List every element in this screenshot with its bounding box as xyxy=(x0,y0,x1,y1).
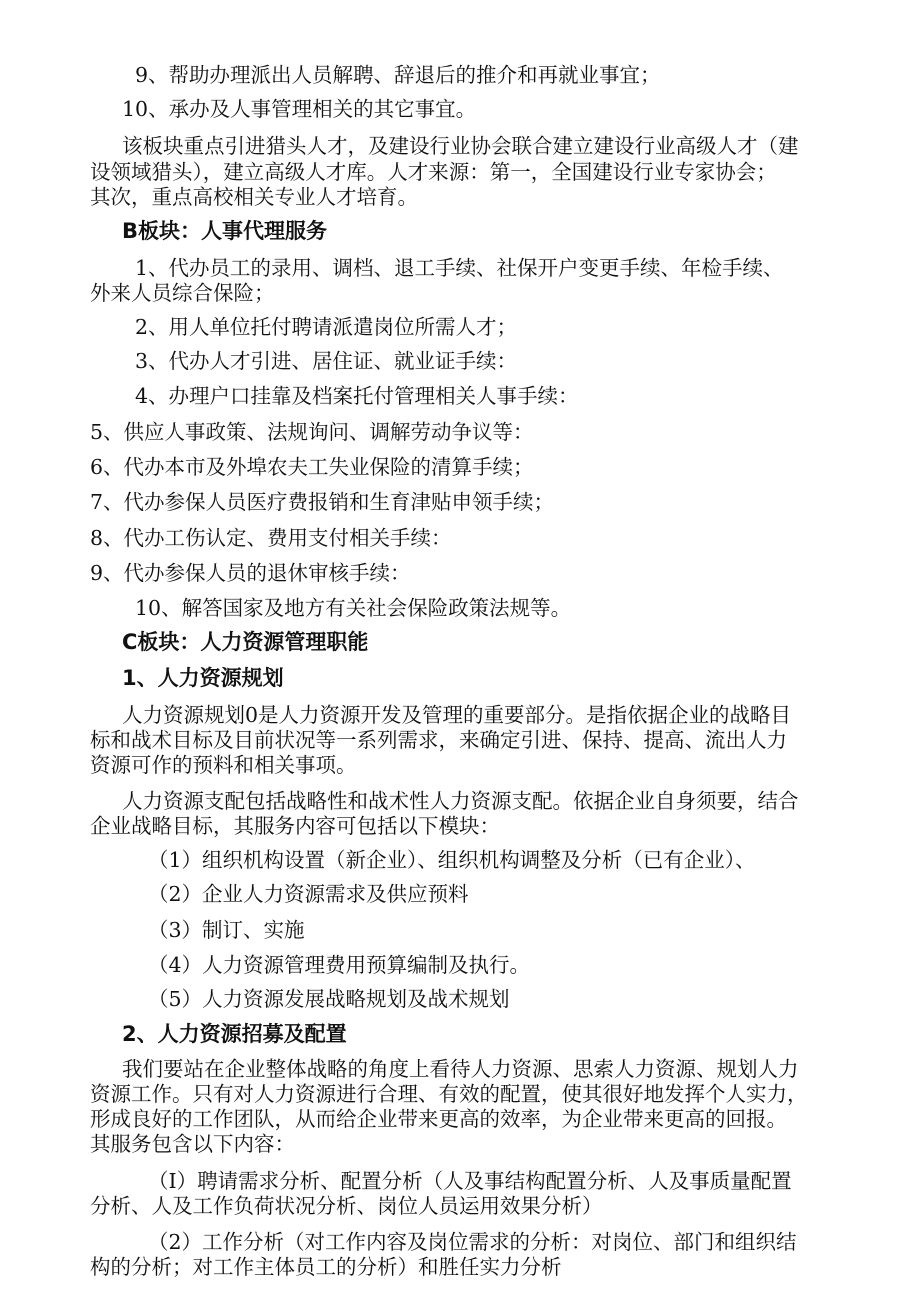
list-item: 构的分析；对工作主体员工的分析）和胜任实力分析 xyxy=(90,1255,562,1279)
list-item: 9、代办参保人员的退休审核手续： xyxy=(90,561,411,585)
list-item: 10、承办及人事管理相关的其它事宜。 xyxy=(122,97,477,121)
list-item: （2）企业人力资源需求及供应预料 xyxy=(148,882,469,906)
paragraph-line: 其次，重点高校相关专业人才培育。 xyxy=(90,185,418,209)
paragraph-line: 人力资源支配包括战略性和战术性人力资源支配。依据企业自身须要，结合 xyxy=(122,789,799,813)
list-item: （1）组织机构设置（新企业）、组织机构调整及分析（已有企业）、 xyxy=(148,848,756,872)
list-item: 6、代办本市及外埠农夫工失业保险的清算手续； xyxy=(90,455,534,479)
list-item: 9、帮助办理派出人员解聘、辞退后的推介和再就业事宜； xyxy=(135,63,661,87)
paragraph-line: 设领域猎头），建立高级人才库。人才来源：第一，全国建设行业专家协会； xyxy=(90,160,777,184)
list-item: 外来人员综合保险； xyxy=(90,281,275,305)
list-item: 2、用人单位托付聘请派遣岗位所需人才； xyxy=(135,315,518,339)
list-item: 8、代办工伤认定、费用支付相关手续： xyxy=(90,526,452,550)
list-item: 1、代办员工的录用、调档、退工手续、社保开户变更手续、年检手续、 xyxy=(135,256,784,280)
paragraph-line: 该板块重点引进猎头人才，及建设行业协会联合建立建设行业高级人才（建 xyxy=(122,134,799,158)
paragraph-line: 资源工作。只有对人力资源进行合理、有效的配置，使其很好地发挥个人实力， xyxy=(90,1082,808,1106)
paragraph-line: 其服务包含以下内容： xyxy=(90,1132,295,1156)
paragraph-line: 我们要站在企业整体战略的角度上看待人力资源、思索人力资源、规划人力 xyxy=(122,1057,799,1081)
paragraph-line: 资源可作的预料和相关事项。 xyxy=(90,753,357,777)
subsection-heading: 2、人力资源招募及配置 xyxy=(122,1022,347,1046)
list-item: 5、供应人事政策、法规询问、调解劳动争议等： xyxy=(90,420,534,444)
section-heading-b: B板块：人事代理服务 xyxy=(122,219,328,243)
paragraph-line: 标和战术目标及目前状况等一系列需求，来确定引进、保持、提高、流出人力 xyxy=(90,728,787,752)
paragraph-line: 人力资源规划0是人力资源开发及管理的重要部分。是指依据企业的战略目 xyxy=(122,703,792,727)
list-item: （4）人力资源管理费用预算编制及执行。 xyxy=(148,953,531,977)
list-item: 4、办理户口挂靠及档案托付管理相关人事手续： xyxy=(135,384,579,408)
list-item: （2）工作分析（对工作内容及岗位需求的分析：对岗位、部门和组织结 xyxy=(148,1230,797,1254)
paragraph-line: 企业战略目标，其服务内容可包括以下模块： xyxy=(90,814,500,838)
list-item: （3）制订、实施 xyxy=(148,918,305,942)
list-item: 3、代办人才引进、居住证、就业证手续： xyxy=(135,349,518,373)
list-item: （5）人力资源发展战略规划及战术规划 xyxy=(148,987,510,1011)
section-heading-c: C板块：人力资源管理职能 xyxy=(122,630,369,654)
subsection-heading: 1、人力资源规划 xyxy=(122,666,284,690)
list-item: 7、代办参保人员医疗费报销和生育津贴申领手续； xyxy=(90,490,555,514)
list-item: （I）聘请需求分析、配置分析（人及事结构配置分析、人及事质量配置 xyxy=(148,1169,792,1193)
list-item: 10、解答国家及地方有关社会保险政策法规等。 xyxy=(135,596,572,620)
paragraph-line: 形成良好的工作团队，从而给企业带来更高的效率，为企业带来更高的回报。 xyxy=(90,1107,787,1131)
list-item: 分析、人及工作负荷状况分析、岗位人员运用效果分析） xyxy=(90,1194,603,1218)
